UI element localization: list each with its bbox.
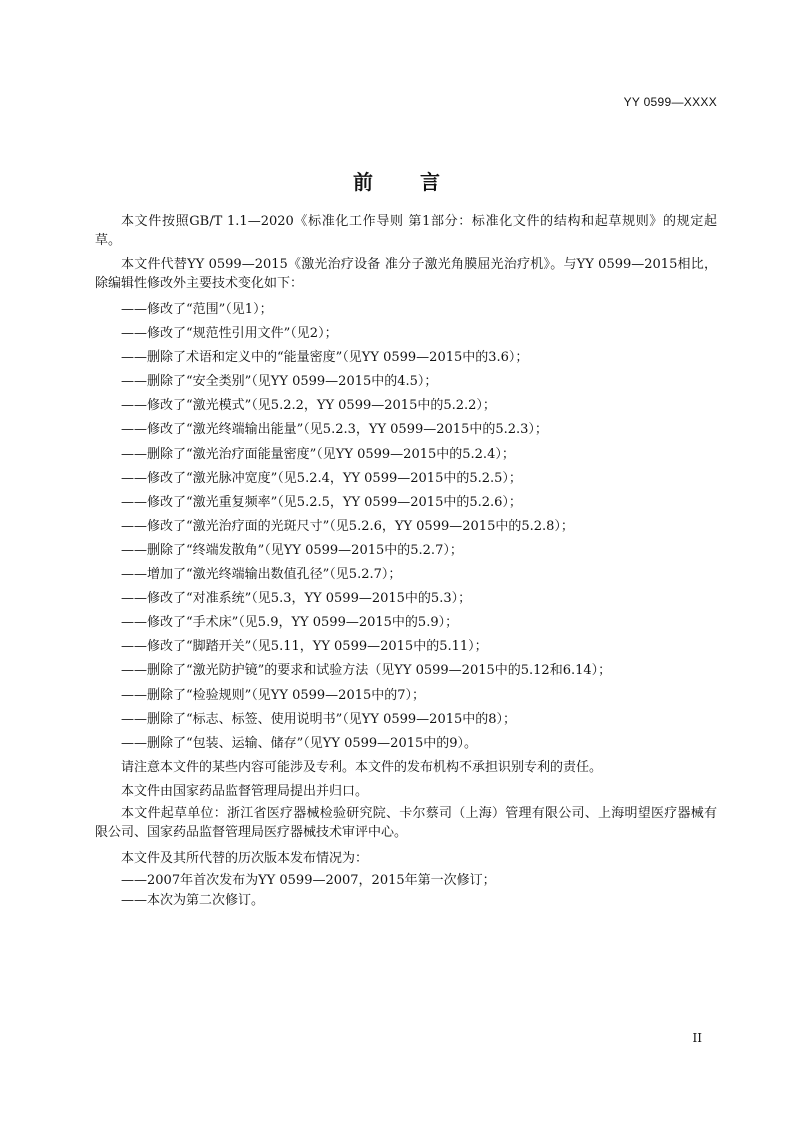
- document-body: [95, 212, 717, 911]
- change-item: ——修改了“规范性引用文件”（见2）；: [121, 326, 338, 342]
- change-item: ——增加了“激光终端输出数值孔径”（见5.2.7）；: [121, 567, 402, 583]
- page-number: II: [692, 1031, 702, 1045]
- patent-notice: 请注意本文件的某些内容可能涉及专利。本文件的发布机构不承担识别专利的责任。: [121, 759, 603, 775]
- intro-paragraph: 本文件代替YY 0599—2015《激光治疗设备 准分子激光角膜屈光治疗机》。与YY 0599—2015相比，除编辑性修改外主要技术变化如下：: [95, 257, 717, 291]
- change-list: [95, 298, 717, 756]
- change-item: ——修改了“手术床”（见5.9，YY 0599—2015中的5.9）；: [121, 615, 459, 631]
- change-item: ——修改了“范围”（见1）；: [121, 302, 273, 317]
- change-item: ——删除了“终端发散角”（见YY 0599—2015中的5.2.7）；: [121, 542, 463, 558]
- proposer-statement: 本文件由国家药品监督管理局提出并归口。: [121, 783, 369, 799]
- history-item: ——本次为第二次修订。: [121, 893, 265, 909]
- document-number: YY 0599—XXXX: [623, 95, 717, 109]
- change-item: ——修改了“激光治疗面的光斑尺寸”（见5.2.6，YY 0599—2015中的5.2.8）；: [121, 518, 574, 534]
- change-item: ——修改了“脚踏开关”（见5.11，YY 0599—2015中的5.11）；: [121, 639, 488, 655]
- history-intro: 本文件及其所代替的历次版本发布情况为：: [121, 850, 369, 866]
- change-item: ——修改了“对准系统”（见5.3，YY 0599—2015中的5.3）；: [121, 591, 472, 607]
- drafting-units: 本文件起草单位：浙江省医疗器械检验研究院、卡尔蔡司（上海）管理有限公司、上海明望医疗器械有限公司、国家药品监督管理局医疗器械技术审评中心。: [95, 805, 717, 840]
- change-item: ——修改了“激光脉冲宽度”（见5.2.4，YY 0599—2015中的5.2.5）；: [121, 470, 522, 486]
- change-item: ——删除了“安全类别”（见YY 0599—2015中的4.5）；: [121, 374, 438, 390]
- page-title: 前 言: [353, 170, 440, 194]
- change-item: ——删除了“包装、运输、储存”（见YY 0599—2015中的9）。: [121, 735, 478, 751]
- change-item: ——修改了“激光终端输出能量”（见5.2.3，YY 0599—2015中的5.2.3）；: [121, 422, 548, 438]
- change-item: ——删除了术语和定义中的“能量密度”（见YY 0599—2015中的3.6）；: [121, 350, 529, 366]
- change-item: ——删除了“标志、标签、使用说明书”（见YY 0599—2015中的8）；: [121, 711, 517, 727]
- history-item: ——2007年首次发布为YY 0599—2007，2015年第一次修订；: [121, 873, 496, 889]
- change-item: ——修改了“激光模式”（见5.2.2，YY 0599—2015中的5.2.2）；: [121, 398, 496, 414]
- change-item: ——修改了“激光重复频率”（见5.2.5，YY 0599—2015中的5.2.6）；: [121, 494, 522, 510]
- intro-paragraph: 本文件按照GB/T 1.1—2020《标准化工作导则 第1部分：标准化文件的结构和起草规则》的规定起草。: [95, 214, 717, 248]
- change-item: ——删除了“激光防护镜”的要求和试验方法（见YY 0599—2015中的5.12和6.14）；: [121, 663, 612, 679]
- change-item: ——删除了“检验规则”（见YY 0599—2015中的7）；: [121, 687, 426, 703]
- history-list: [95, 871, 717, 911]
- change-item: ——删除了“激光治疗面能量密度”（见YY 0599—2015中的5.2.4）；: [121, 446, 515, 462]
